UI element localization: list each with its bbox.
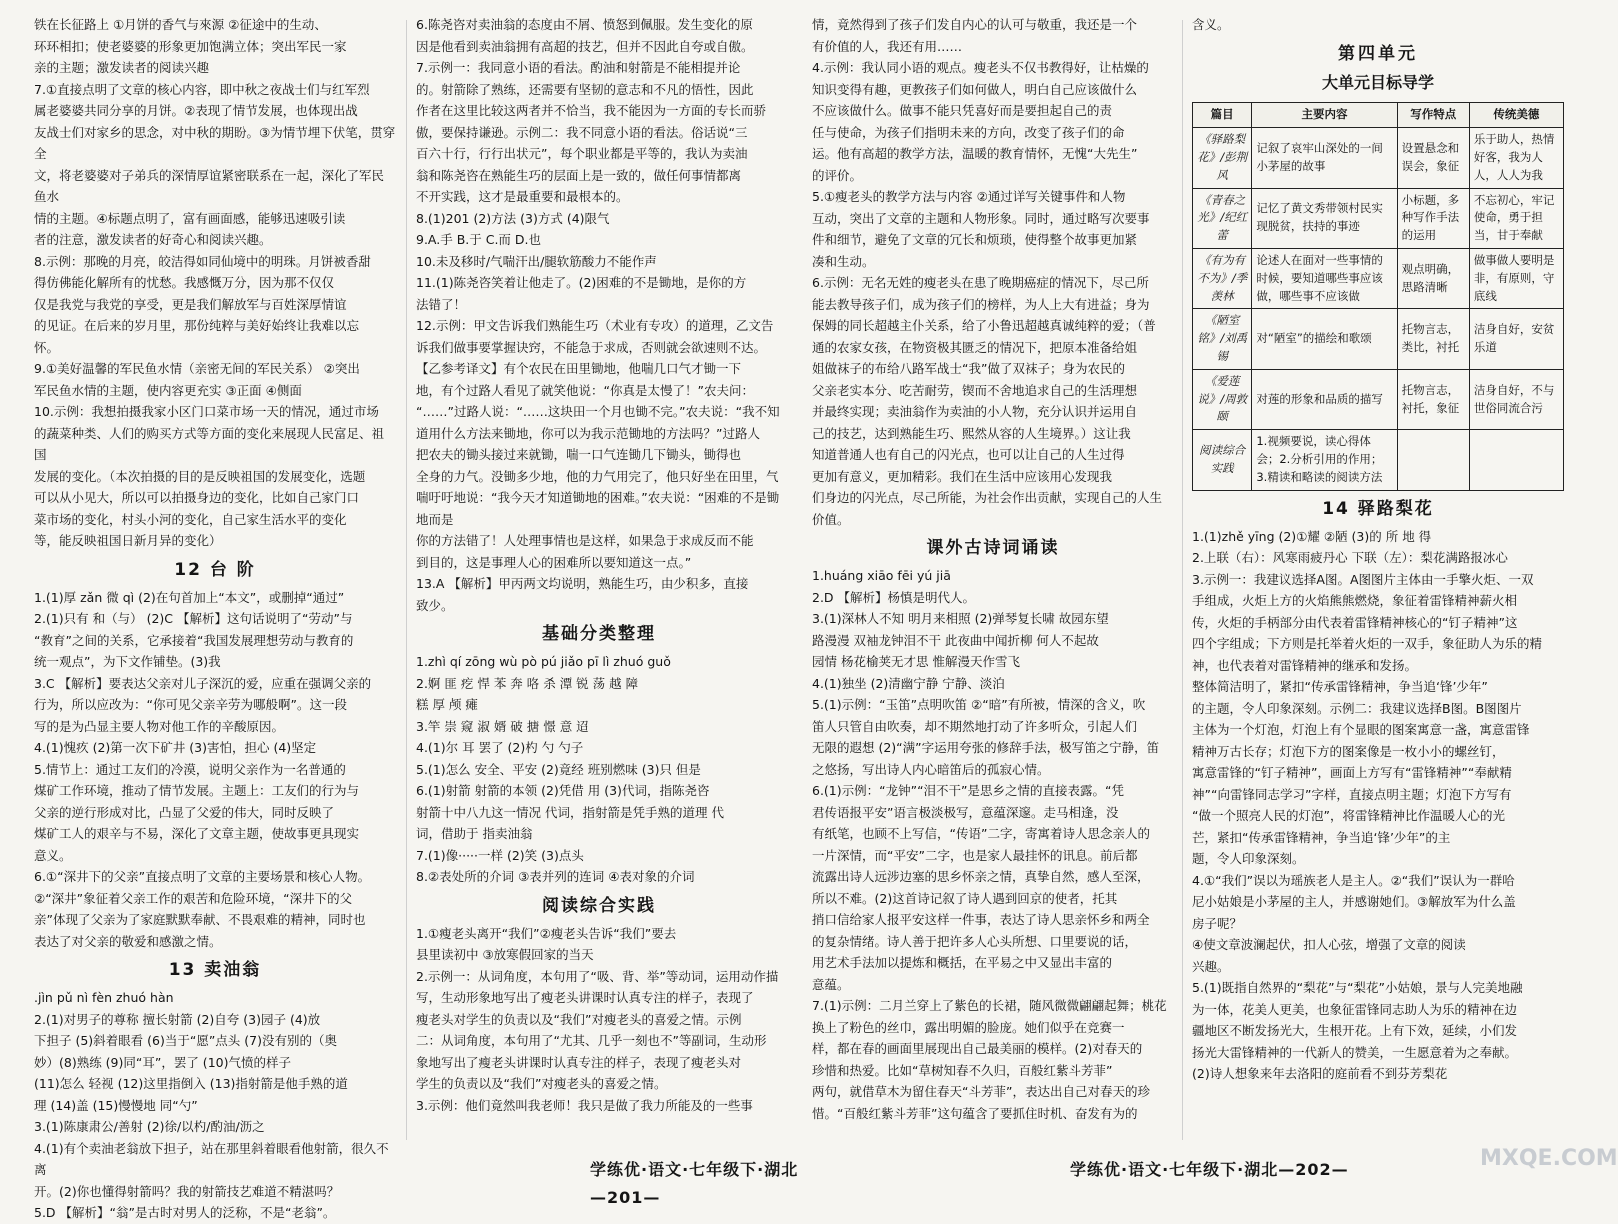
answer-line: 道用什么方法来锄地，你可以为我示范锄地的方法吗？”过路人 — [416, 425, 760, 441]
answer-line: 的蔬菜种类、人们的购买方式等方面的变化来展现人民富足、祖国 — [34, 425, 385, 462]
answer-line: 5.①瘦老头的教学方法与内容 ②通过详写关键事件和人物 — [812, 189, 1126, 204]
answer-line: ②“深井”象征着父亲工作的艰苦和危险环境，“深井下的父 — [34, 890, 353, 906]
answer-line: 县里读初中 ③放寒假回家的当天 — [416, 947, 594, 963]
answer-line: 房子呢？ — [1192, 915, 1243, 931]
answer-line: 作者在这里比较这两者并不恰当，我不能因为一方面的专长而骄 — [416, 103, 767, 118]
answer-line: 射箭十中八九这一情况 代词，指射箭是凭手熟的道理 代 — [416, 804, 724, 820]
answer-line: (11)怎么 轻视 (12)这里指倒入 (13)指射箭是他手熟的道 — [34, 1076, 348, 1092]
table-row — [1193, 309, 1564, 369]
answer-line: 不应该做什么。做事不能只凭喜好而是要担起自己的责 — [812, 103, 1113, 118]
answer-line: 寓意雷锋的“钉子精神”，画面上方写有“雷锋精神”“奉献精 — [1192, 765, 1512, 781]
answer-line: 等，能反映祖国日新月异的变化） — [34, 533, 222, 548]
answer-line: “教育”之间的关系，它承接着“我国发展理想劳动与教育的 — [34, 632, 354, 648]
answer-line: 父亲老实本分、吃苦耐劳，锲而不舍地追求自己的生活理想 — [812, 382, 1138, 398]
answer-line: 们身边的闪光点，尽己所能，为社会作出贡献，实现自己的人生 — [812, 490, 1163, 505]
answer-line: “……”过路人说：“……这块田一个月也锄不完。”农夫说：“我不知 — [416, 404, 780, 419]
right-page — [800, 0, 1618, 1196]
answer-line: 扬光大雷锋精神的一代新人的赞美，一生愿意着为之奉献。 — [1192, 1044, 1518, 1060]
column-2 — [410, 14, 788, 1146]
table-cell: 做事做人要明是非，有原则，守底线 — [1469, 248, 1563, 308]
table-cell: 阅读综合实践 — [1193, 430, 1252, 490]
answer-line: 所以不难。(2)这首诗记叙了诗人遇到回京的使者，托其 — [812, 890, 1118, 906]
answer-line: 3.示例：他们竟然叫我老师！我只是做了我力所能及的一些事 — [416, 1097, 753, 1113]
answer-line: 8.示例：那晚的月亮，皎洁得如同仙境中的明珠。月饼被香甜 — [34, 253, 371, 269]
section-title-12: 12 台 阶 — [174, 559, 256, 580]
answer-line: 煤矿工人的艰辛与不易，深化了文章主题，使故事更具现实 — [34, 826, 360, 842]
table-cell: 乐于助人，热情好客，我为人人，人人为我 — [1469, 128, 1563, 188]
answer-line: 6.(1)示例：“龙钟”“泪不干”是思乡之情的直接表露。“凭 — [812, 783, 1125, 799]
table-cell: 设置悬念和误会，象征 — [1397, 128, 1469, 188]
answer-line: 知道普通人也有自己的闪光点，也可以让自己的人生过得 — [812, 447, 1125, 462]
answer-line: 因是他看到卖油翁拥有高超的技艺，但并不因此自夸或自傲。 — [416, 38, 754, 54]
col1b-paragraphs — [34, 587, 396, 953]
answer-line: 怀。 — [34, 339, 60, 355]
answer-line: 精神万古长存；灯泡下方的图案像是一枚小小的螺丝钉， — [1192, 743, 1505, 759]
answer-line: 有纸笔，也顾不上写信，“传语”二字，寄寓着诗人思念亲人的 — [812, 826, 1150, 842]
answer-line: 学生的负责以及“我们”对瘦老头的喜爱之情。 — [416, 1076, 667, 1092]
answer-line: 1.①瘦老头离开“我们”②瘦老头告诉“我们”要去 — [416, 925, 677, 941]
answer-line: 可以从小见大，所以可以拍摄身边的变化，比如自己家门口 — [34, 490, 360, 505]
answer-line: 的见证。在后来的岁月里，那份纯粹与美好始终让我难以忘 — [34, 318, 360, 333]
table-cell: 《有为有不为》/季羡林 — [1193, 248, 1252, 308]
table-header: 篇目 — [1193, 103, 1252, 128]
answer-line: 4.(1)独坐 (2)清幽宁静 宁静、淡泊 — [812, 675, 1005, 691]
answer-line: 凑和生动。 — [812, 253, 875, 269]
col1-paragraphs — [34, 14, 396, 552]
col4b-paragraphs — [1192, 526, 1564, 1085]
answer-line: 词，借助于 指卖油翁 — [416, 826, 533, 842]
table-cell: 《驿路梨花》/彭荆风 — [1193, 128, 1252, 188]
answer-line: 之悠扬，写出诗人内心暗笛后的孤寂心情。 — [812, 761, 1050, 777]
answer-line: 妙）(8)熟练 (9)同“耳”，罢了 (10)气愤的样子 — [34, 1054, 291, 1070]
column-divider — [406, 20, 407, 1140]
answer-line: 7.①直接点明了文章的核心内容，即中秋之夜战士们与红军烈 — [34, 81, 370, 97]
answer-line: 用艺术手法加以提炼和概括，在平易之中又显出丰富的 — [812, 955, 1113, 971]
answer-line: 表达了对父亲的敬爱和感激之情。 — [34, 933, 222, 949]
answer-line: 保姆的同长超越主仆关系，给了小鲁迅超越真诚纯粹的爱；（普 — [812, 318, 1156, 333]
answer-line: 瘦老头对学生的负责以及“我们”对瘦老头的喜爱之情。示例 — [416, 1011, 742, 1027]
table-cell: 记叙了哀牢山深处的一间小茅屋的故事 — [1252, 128, 1397, 188]
answer-line: 件和细节，避免了文章的冗长和烦琐，使得整个故事更加紧 — [812, 232, 1138, 247]
answer-line: .jìn pǔ nì fèn zhuó hàn — [34, 990, 174, 1006]
answer-line: 【乙参考译文】有个农民在田里锄地，他喘几口气才锄一下 — [416, 361, 742, 376]
table-cell: 《陋室铭》/刘禹锡 — [1193, 309, 1252, 369]
table-cell: 《爱莲说》/周敦颐 — [1193, 369, 1252, 429]
answer-line: “做一个照亮人民的灯泡”，将雷锋精神比作温暖人心的光 — [1192, 808, 1505, 824]
answer-line: 傲，要保持谦逊。示例二：我不同意小语的看法。俗话说“三 — [416, 124, 748, 140]
answer-line: 糕 厚 颅 瘫 — [416, 697, 478, 713]
answer-line: 开。(2)你也懂得射箭吗？我的射箭技艺难道不精湛吗？ — [34, 1183, 340, 1199]
answer-line: 2.D 【解析】杨慎是明代人。 — [812, 589, 976, 605]
answer-line: 得仿佛能化解所有的忧愁。我感慨万分，因为那不仅仅 — [34, 275, 335, 290]
table-body — [1193, 128, 1564, 491]
answer-line: 知识变得有趣，更教孩子们如何做人，明白自己应该做什么 — [812, 81, 1138, 97]
section-title-poem: 课外古诗词诵读 — [926, 538, 1060, 558]
answer-line: 两句，就借草木为留住春天“斗芳菲”，表达出自己对春天的珍 — [812, 1084, 1150, 1100]
answer-line: 诉我们做事要掌握诀窍，不能急于求成，否则就会欲速则不达。 — [416, 339, 767, 355]
answer-line: 致少。 — [416, 597, 454, 613]
answer-line: 4.①“我们”误以为瑶族老人是主人。②“我们”误认为一群哈 — [1192, 872, 1515, 888]
answer-line: 的评价。 — [812, 167, 863, 183]
table-cell: 小标题，多种写作手法的运用 — [1397, 188, 1469, 248]
table-cell: 对“陋室”的描绘和歌颂 — [1252, 309, 1397, 369]
answer-line: 的复杂情绪。诗人善于把许多人心头所想、口里要说的话， — [812, 933, 1138, 949]
answer-line: 友战士们对家乡的思念，对中秋的期盼。③为情节埋下伏笔，贯穿全 — [34, 124, 396, 161]
answer-line: 3.(1)深林人不知 明月来相照 (2)弹琴复长啸 故园东望 — [812, 611, 1109, 627]
answer-line: 为一体，花美人更美，也象征雷锋同志助人为乐的精神在边 — [1192, 1001, 1518, 1017]
col3b-paragraphs — [812, 565, 1174, 1124]
answer-line: 8.②表处所的介词 ③表并列的连词 ④表对象的介词 — [416, 869, 695, 885]
column-4 — [1186, 14, 1570, 1146]
col3-paragraphs — [812, 14, 1174, 530]
col1c-paragraphs — [34, 987, 396, 1224]
answer-line: 情，竟然得到了孩子们发自内心的认可与敬重，我还是一个 — [812, 17, 1138, 32]
answer-line: 菜市场的变化，村头小河的变化，自己家生活水平的变化 — [34, 511, 347, 527]
answer-line: (2)诗人想象来年去洛阳的庭前看不到芬芳梨花 — [1192, 1066, 1448, 1082]
answer-line: 百六十行，行行出状元”，每个职业都是平等的，我认为卖油 — [416, 146, 748, 161]
table-cell: 洁身自好，不与世俗同流合污 — [1469, 369, 1563, 429]
answer-line: 神”“向雷锋同志学习”字样，直接点明主题；灯泡下方写有 — [1192, 786, 1512, 802]
answer-line: 6.示例：无名无姓的瘦老头在患了晚期癌症的情况下，尽己所 — [812, 275, 1149, 290]
answer-line: 君传语报平安”语言极淡极写，意蕴深邃。走马相逢，没 — [812, 804, 1119, 820]
answer-line: 更加有意义，更加精彩。我们在生活中应该用心发现我 — [812, 468, 1113, 484]
answer-line: 1.(1)zhě yīng (2)①耀 ②陋 (3)的 所 地 得 — [1192, 528, 1432, 544]
answer-line: 整体简洁明了，紧扣“传承雷锋精神，争当追‘锋’少年” — [1192, 679, 1488, 695]
answer-line: 2.(1)对男子的尊称 擅长射箭 (2)自夸 (3)园子 (4)放 — [34, 1011, 321, 1027]
table-cell — [1397, 430, 1469, 490]
table-header-row — [1193, 103, 1564, 128]
answer-line: 10.未及移时/气喘汗出/腿软筋酸力不能作声 — [416, 253, 657, 269]
answer-line: 2.婀 匪 疙 悍 苯 奔 咯 杀 潭 锐 荡 越 障 — [416, 675, 639, 691]
answer-line: 样，都在春的画面里展现出自己最美丽的模样。(2)对春天的 — [812, 1041, 1143, 1057]
answer-line: 惜。“百般红紫斗芳菲”这句蕴含了要抓住时机、奋发有为的 — [812, 1105, 1138, 1121]
answer-line: 1.zhì qí zōng wù pò pú jiǎo pī lì zhuó guǒ — [416, 654, 671, 670]
answer-line: 珍惜和热爱。比如“草树知春不久归，百般红紫斗芳菲” — [812, 1062, 1113, 1078]
answer-line: 3.示例一：我建议选择A图。A图图片主体由一手擎火炬、一双 — [1192, 571, 1534, 587]
answer-line: 父亲的逆行形成对比，凸显了父爱的伟大，同时反映了 — [34, 804, 335, 820]
answer-line: 仅是我党与我党的享受，更是我们解放军与百姓深厚情谊 — [34, 296, 347, 312]
table-cell: 《青春之光》/纪红蕾 — [1193, 188, 1252, 248]
answer-line: 写，生动形象地写出了瘦老头讲课时认真专注的样子，表现了 — [416, 990, 754, 1006]
answer-line: 换上了粉色的丝巾，露出明媚的脸庞。她们似乎在竞赛一 — [812, 1019, 1125, 1035]
answer-line: 13.A 【解析】甲丙两文均说明，熟能生巧，由少积多，直接 — [416, 576, 749, 591]
section-title-reading: 阅读综合实践 — [542, 895, 656, 916]
answer-line: 路漫漫 双袖龙钟泪不干 此夜曲中闻折柳 何人不起故 — [812, 632, 1099, 648]
col4-top-line: 含义。 — [1192, 17, 1230, 32]
page-footer-right: 学练优·语文·七年级下·湖北—202— — [1070, 1160, 1349, 1179]
table-cell: 不忘初心，牢记使命，勇于担当，甘于奉献 — [1469, 188, 1563, 248]
answer-line: 法错了！ — [416, 296, 467, 312]
answer-line: 运。他有高超的教学方法，温暖的教育情怀，无愧“大先生” — [812, 146, 1138, 161]
answer-line: 情的主题。④标题点明了，富有画面感，能够迅速吸引读 — [34, 210, 346, 226]
answer-line: 不开实践，这才是最重要和最根本的。 — [416, 189, 629, 204]
answer-line: 统一观点”，为下文作铺垫。(3)我 — [34, 654, 221, 670]
answer-line: 10.示例：我想拍摄我家小区门口菜市场一天的情况，通过市场 — [34, 404, 379, 419]
answer-line: 传，火炬的手柄部分由代表着雷锋精神核心的“钉子精神”这 — [1192, 614, 1518, 630]
answer-line: 4.(1)有个卖油老翁放下担子，站在那里斜着眼看他射箭，很久不离 — [34, 1140, 389, 1178]
answer-line: 5.(1)怎么 安全、平安 (2)竟经 班别燃味 (3)只 但是 — [416, 761, 701, 777]
table-row — [1193, 430, 1564, 490]
answer-line: 到目的，这是事理人心的困难所以要知道这一点。” — [416, 554, 692, 570]
answer-line: 5.情节上：通过工友们的冷漠，说明父亲作为一名普通的 — [34, 761, 346, 777]
answer-line: 全身的力气。没锄多少地，他的力气用完了，他只好坐在田里，气 — [416, 468, 779, 484]
watermark-logo: MXQE.COM — [1480, 1146, 1618, 1171]
answer-line: 通的农家女孩，在物资极其匮乏的情况下，把原本准备给姐 — [812, 339, 1138, 355]
answer-line: 笛人只管自由吹奏，却不期然地打动了许多听众，引起人们 — [812, 718, 1138, 734]
unit-goal-table — [1192, 102, 1564, 490]
answer-line: 3.C 【解析】要表达父亲对儿子深沉的爱，应重在强调父亲的 — [34, 675, 372, 691]
answer-line: 5.(1)既指自然界的“梨花”与“梨花”小姑娘，景与人完美地融 — [1192, 980, 1523, 996]
table-cell: 记忆了黄文秀带领村民实现脱贫，扶持的事迹 — [1252, 188, 1397, 248]
table-cell: 观点明确，思路清晰 — [1397, 248, 1469, 308]
answer-line: 喘吁吁地说：“我今天才知道锄地的困难。”农夫说：“困难的不是锄地而是 — [416, 490, 780, 527]
answer-line: 5.(1)示例：“玉笛”点明吹笛 ②“暗”有所被，情深的含义，吹 — [812, 697, 1146, 713]
answer-line: 4.(1)尔 耳 罢了 (2)杓 勺 勺子 — [416, 740, 584, 756]
answer-line: 12.示例：甲文告诉我们熟能生巧（术业有专攻）的道理，乙文告 — [416, 318, 774, 333]
answer-line: 7.(1)示例：二月兰穿上了紫色的长裙，随风微微翩翩起舞；桃花 — [812, 998, 1167, 1014]
table-cell: 1.视频要说，读心得体会；2.分析引用的作用；3.精读和略读的阅读方法 — [1252, 430, 1397, 490]
answer-line: 环环相扣；使老婆婆的形象更加饱满立体；突出军民一家 — [34, 38, 347, 54]
section-title-basic: 基础分类整理 — [542, 624, 656, 644]
answer-line: 手组成，火炬上方的火焰熊熊燃烧，象征着雷锋精神薪火相 — [1192, 593, 1518, 609]
answer-line: 5.D 【解析】“翁”是古时对男人的泛称，不是“老翁”。 — [34, 1205, 336, 1221]
answer-line: 的。射箭除了熟练，还需要有坚韧的意志和不凡的悟性，因此 — [416, 81, 754, 97]
answer-line: 文，将老婆婆对子弟兵的深情厚谊紧密联系在一起，深化了军民鱼水 — [34, 167, 385, 204]
answer-line: 己的技艺，达到熟能生巧、熙然从容的人生境界。）这让我 — [812, 425, 1131, 441]
answer-line: 尼小姑娘是小茅屋的主人，并感谢她们。③解放军为什么盖 — [1192, 894, 1516, 910]
answer-line: 主体为一个灯泡，灯泡上有个显眼的图案寓意一盏，寓意雷锋 — [1192, 722, 1530, 738]
section-title-13: 13 卖油翁 — [168, 960, 262, 981]
answer-line: 属老婆婆共同分享的月饼。②表现了情节发展，也体现出战 — [34, 103, 358, 118]
answer-line: 无限的遐想 (2)“满”字运用夸张的修辞手法，极写笛之宁静，笛 — [812, 740, 1160, 756]
answer-line: 互动，突出了文章的主题和人物形象。同时，通过略写次要事 — [812, 210, 1150, 226]
answer-line: 9.①美好温馨的军民鱼水情（亲密无间的军民关系） ②突出 — [34, 361, 360, 376]
col2c-paragraphs — [416, 923, 782, 1117]
answer-line: 亲”体现了父亲为了家庭默默奉献、不畏艰难的精神，同时也 — [34, 912, 366, 928]
section-title-14: 14 驿路梨花 — [1322, 498, 1434, 519]
table-cell: 洁身自好，安贫乐道 — [1469, 309, 1563, 369]
answer-line: 3.竿 崇 窥 淑 婿 破 搪 憬 意 迢 — [416, 718, 589, 734]
table-row — [1193, 128, 1564, 188]
answer-line: 下担子 (5)斜着眼看 (6)当于“愿”点头 (7)没有别的（奥 — [34, 1033, 337, 1049]
answer-line: 发展的变化。（本次拍摄的目的是反映祖国的发展变化，选题 — [34, 468, 366, 484]
answer-line: 有价值的人，我还有用…… — [812, 38, 963, 54]
table-cell: 对莲的形象和品质的描写 — [1252, 369, 1397, 429]
answer-line: 意蕴。 — [812, 976, 850, 992]
table-cell: 托物言志，类比，衬托 — [1397, 309, 1469, 369]
answer-line: 2.(1)只有 和（与） (2)C 【解析】这句话说明了“劳动”与 — [34, 611, 353, 627]
table-row — [1193, 248, 1564, 308]
answer-line: ④使文章波澜起伏，扣人心弦，增强了文章的阅读 — [1192, 937, 1466, 953]
answer-line: 3.(1)陈康肃公/善射 (2)徐/以杓/酌油/沥之 — [34, 1119, 265, 1135]
answer-line: 价值。 — [812, 511, 850, 527]
column-3 — [806, 14, 1180, 1146]
answer-line: 军民鱼水情的主题，使内容更充实 ③正面 ④侧面 — [34, 382, 302, 398]
answer-line: 并最终实现；卖油翁作为卖油的小人物，充分认识并运用自 — [812, 404, 1138, 419]
answer-line: 任与使命，为孩子们指明未来的方向，改变了孩子们的命 — [812, 124, 1125, 140]
answer-line: 写的是为凸显主要人物对他工作的辛酸原因。 — [34, 718, 285, 734]
answer-line: 7.示例一：我同意小语的看法。酌油和射箭是不能相提并论 — [416, 60, 741, 75]
table-row — [1193, 369, 1564, 429]
answer-line: 一片深情，而“平安”二字，也是家人最挂怀的讯息。前后都 — [812, 847, 1138, 863]
answer-line: 8.(1)201 (2)方法 (3)方式 (4)限气 — [416, 210, 610, 226]
answer-line: 行为，所以应改为：“你可见父亲辛劳为哪般啊”。这一段 — [34, 697, 347, 713]
answer-line: 6.①“深井下的父亲”直接点明了文章的主要场景和核心人物。 — [34, 869, 371, 885]
answer-line: 翁和陈尧咨在熟能生巧的层面上是一致的，做任何事情都离 — [416, 167, 742, 183]
answer-line: 理 (14)盖 (15)慢慢地 同“勺” — [34, 1097, 198, 1113]
answer-line: 6.(1)射箭 射箭的本领 (2)凭借 用 (3)代词，指陈尧咨 — [416, 783, 710, 799]
table-cell: 论述人在面对一些事情的时候，要知道哪些事应该做，哪些事不应该做 — [1252, 248, 1397, 308]
answer-line: 能去教导孩子们，成为孩子们的榜样，为人上大有进益；身为 — [812, 296, 1150, 312]
answer-line: 题，令人印象深刻。 — [1192, 851, 1305, 867]
answer-line: 4.(1)愧疚 (2)第一次下矿井 (3)害怕，担心 (4)坚定 — [34, 740, 317, 756]
answer-line: 意义。 — [34, 847, 72, 863]
table-cell — [1469, 430, 1563, 490]
answer-line: 11.(1)陈尧咨笑着让他走了。(2)困难的不是锄地，是你的方 — [416, 275, 747, 290]
answer-line: 四个字组成；下方则是托举着火炬的一双手，象征助人为乐的精神，也代表着对雷锋精神的继承和发扬。 — [1192, 636, 1543, 673]
answer-line: 疆地区不断发扬光大，生根开花。上有下效，延续，小们发 — [1192, 1023, 1518, 1039]
answer-line: 的主题，令人印象深刻。示例二：我建议选择B图。B图图片 — [1192, 700, 1522, 716]
answer-line: 2.上联（右）：风寒雨疲丹心 下联（左）：梨花满路报冰心 — [1192, 550, 1508, 566]
answer-line: 你的方法错了！人处理事情也是这样，如果急于求成反而不能 — [416, 533, 754, 548]
answer-line: 流露出诗人远涉边塞的思乡怀亲之情，真挚自然，感人至深， — [812, 869, 1150, 885]
unit-subtitle: 大单元目标导学 — [1321, 72, 1434, 92]
answer-line: 9.A.手 B.于 C.而 D.也 — [416, 232, 542, 247]
answer-line: 煤矿工作环境，推动了情节发展。主题上：工友们的行为与 — [34, 783, 360, 799]
table-header: 写作特点 — [1397, 103, 1469, 128]
answer-line: 者的注意，激发读者的好奇心和阅读兴趣。 — [34, 232, 272, 247]
answer-line: 4.示例：我认同小语的观点。瘦老头不仅书教得好，让枯燥的 — [812, 60, 1149, 75]
table-header: 主要内容 — [1252, 103, 1397, 128]
answer-line: 2.示例一：从词角度，本句用了“吸、背、举”等动词，运用动作描 — [416, 968, 779, 984]
table-row — [1193, 188, 1564, 248]
answer-line: 二：从词角度，本句用了“尤其、几乎一刻也不”等副词，生动形 — [416, 1033, 767, 1049]
answer-line: 1.(1)厚 zǎn 微 qì (2)在句首加上“本文”，或删掉“通过” — [34, 589, 345, 605]
table-header: 传统美德 — [1469, 103, 1563, 128]
answer-line: 捎口信给家人报平安这样一件事，表达了诗人思亲怀乡和两全 — [812, 912, 1150, 928]
answer-line: 7.(1)像·····一样 (2)笑 (3)点头 — [416, 847, 584, 863]
answer-line: 6.陈尧咨对卖油翁的态度由不屑、愤怒到佩服。发生变化的原 — [416, 17, 753, 32]
answer-line: 芒，紧扣“传承雷锋精神，争当追‘锋’少年”的主 — [1192, 829, 1451, 845]
answer-line: 园情 杨花榆荚无才思 惟解漫天作雪飞 — [812, 654, 1020, 670]
answer-line: 地，有个过路人看见了就笑他说：“你真是太慢了！”农夫问： — [416, 382, 754, 398]
unit-title: 第四单元 — [1338, 43, 1418, 64]
answer-line: 铁在长征路上 ①月饼的香气与來源 ②征途中的生动、 — [34, 17, 327, 32]
answer-line: 把农夫的锄头接过来就锄，喘一口气连锄几下锄头，锄得也 — [416, 447, 742, 462]
page-footer-left: 学练优·语文·七年级下·湖北—201— — [590, 1160, 799, 1207]
left-page — [0, 0, 800, 1221]
answer-line: 兴趣。 — [1192, 958, 1230, 974]
column-divider — [1182, 20, 1183, 1140]
col2-paragraphs — [416, 14, 782, 616]
answer-line: 亲的主题；激发读者的阅读兴趣 — [34, 60, 210, 75]
answer-line: 姐做袜子的布给八路军战士“我”做了双袜子；身为农民的 — [812, 361, 1125, 376]
column-1 — [28, 14, 402, 1221]
answer-line: 象地写出了瘦老头讲课时认真专注的样子，表现了瘦老头对 — [416, 1054, 742, 1070]
answer-line: 1.huáng xiāo fēi yú jiā — [812, 568, 951, 584]
table-cell: 托物言志，衬托，象征 — [1397, 369, 1469, 429]
col2b-paragraphs — [416, 651, 782, 888]
